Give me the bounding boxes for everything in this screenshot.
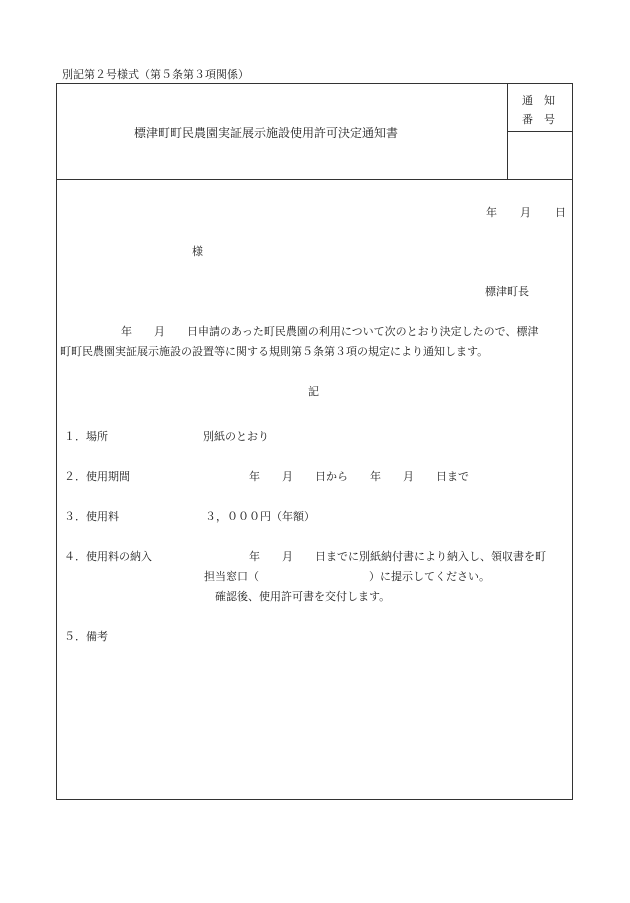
issuer: 標津町長	[485, 285, 529, 298]
payment-line-3: 確認後、使用許可書を交付します。	[215, 590, 391, 603]
form-label: 別記第２号様式（第５条第３項関係）	[62, 68, 249, 81]
place-value: 別紙のとおり	[203, 430, 269, 443]
date-day: 日	[555, 206, 566, 219]
notice-cell-hline	[507, 131, 573, 132]
date-month: 月	[520, 206, 531, 219]
document-title: 標津町町民農園実証展示施設使用許可決定通知書	[134, 126, 399, 140]
period-label: ２．使用期間	[64, 470, 130, 483]
form-frame	[56, 83, 573, 800]
intro-line-1: 年 月 日申請のあった町民農園の利用について次のとおり決定したので、標津	[121, 325, 539, 338]
intro-line-2: 町町民農園実証展示施設の設置等に関する規則第５条第３項の規定により通知します。	[60, 345, 489, 358]
payment-label: ４．使用料の納入	[64, 550, 152, 563]
notice-label-2: 番 号	[522, 113, 555, 126]
payment-line-2: 担当窓口（ ）に提示してください。	[204, 570, 490, 583]
period-value: 年 月 日から 年 月 日まで	[249, 470, 469, 483]
payment-line-1: 年 月 日までに別紙納付書により納入し、領収書を町	[249, 550, 546, 563]
date-year: 年	[486, 206, 497, 219]
fee-value: ３，０００円（年額）	[205, 510, 315, 523]
notice-number-value[interactable]	[512, 145, 568, 165]
addressee-suffix: 様	[192, 245, 203, 258]
notice-label-1: 通 知	[522, 94, 555, 107]
place-label: １．場所	[64, 430, 108, 443]
remarks-label: ５．備考	[64, 630, 108, 643]
header-divider	[56, 179, 573, 180]
fee-label: ３．使用料	[64, 510, 119, 523]
ki-heading: 記	[308, 385, 319, 398]
